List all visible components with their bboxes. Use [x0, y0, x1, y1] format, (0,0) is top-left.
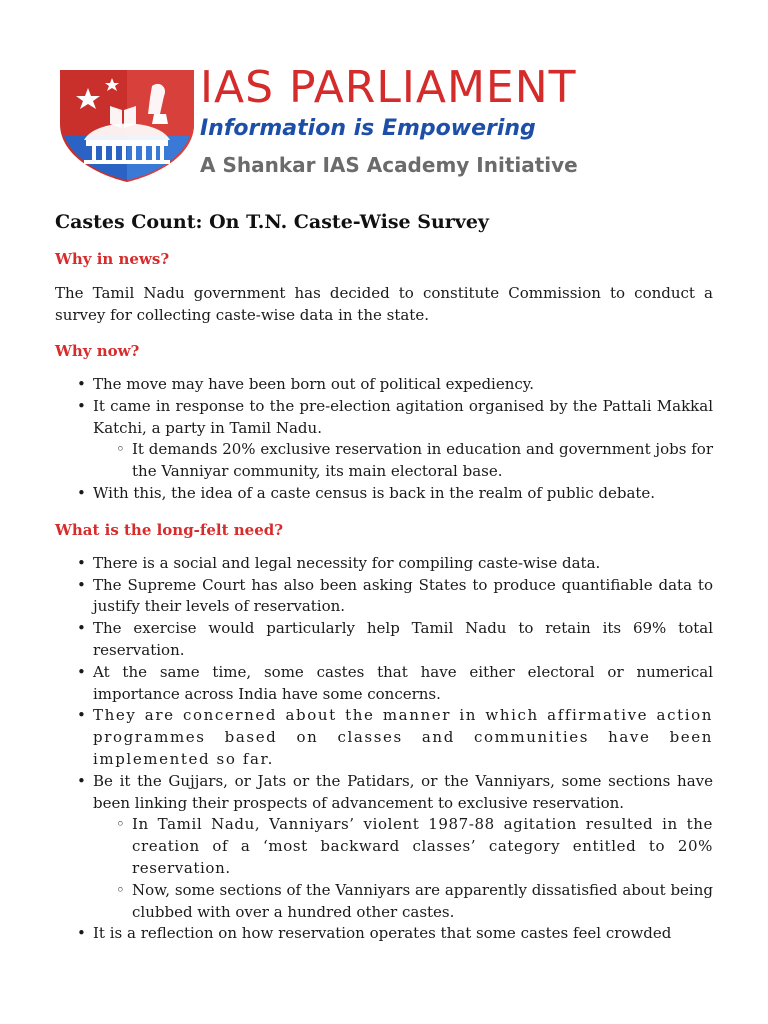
list-item	[55, 396, 713, 483]
tagline: Information is Empowering	[200, 116, 536, 141]
list-item-text: There is a social and legal necessity for compiling caste-wise data.	[93, 553, 601, 572]
section-heading-long-felt-need: What is the long-felt need?	[55, 520, 284, 539]
initiative-text: A Shankar IAS Academy Initiative	[200, 153, 578, 177]
ias-parliament-logo	[56, 66, 198, 184]
list-item	[55, 923, 713, 945]
sub-list-item-text: Now, some sections of the Vanniyars are apparently dissatisfied about being clubbed with over a hundred other castes.	[132, 880, 713, 921]
list-item-text: The exercise would particularly help Tamil Nadu to retain its 69% total reservation.	[93, 619, 713, 659]
list-item	[55, 575, 713, 619]
list-item-text: The Supreme Court has also been asking States to produce quantifiable data to justify their levels of reservation.	[93, 575, 713, 616]
list-item	[55, 483, 713, 505]
sub-list-item	[93, 880, 713, 924]
list-item-text: It is a reflection on how reservation operates that some castes feel crowded	[93, 924, 672, 943]
list-item-text: It came in response to the pre-election agitation organised by the Pattali Makkal Katchi, a party in Tamil Nadu.	[93, 396, 713, 437]
sub-list-item-text: It demands 20% exclusive reservation in education and government jobs for the Vanniyar community, its main electoral base.	[132, 440, 713, 481]
list-item	[55, 618, 713, 662]
article-title: Castes Count: On T.N. Caste-Wise Survey	[55, 211, 489, 233]
sub-list-item	[93, 439, 713, 483]
list-item-text: At the same time, some castes that have either electoral or numerical importance across India have some concerns.	[93, 662, 713, 703]
why-now-list	[55, 374, 713, 505]
list-item	[55, 374, 713, 396]
sub-list-item-text: In Tamil Nadu, Vanniyars’ violent 1987-88 agitation resulted in the creation of a ‘most backward classes’ category entitled to 20% reservation.	[132, 815, 713, 877]
sub-list	[93, 814, 713, 923]
list-item	[55, 662, 713, 706]
list-item	[55, 705, 713, 770]
list-item-text: Be it the Gujjars, or Jats or the Patidars, or the Vanniyars, some sections have been linking their prospects of advancement to exclusive reservation.	[93, 771, 713, 812]
sub-list-item	[93, 814, 713, 879]
site-header	[56, 62, 716, 192]
why-news-paragraph: The Tamil Nadu government has decided to constitute Commission to conduct a survey for collecting caste-wise data in the state.	[55, 284, 713, 324]
list-item-text: They are concerned about the manner in which affirmative action programmes based on classes and communities have been implemented so far.	[93, 706, 713, 768]
list-item	[55, 553, 713, 575]
brand-name: IAS PARLIAMENT	[200, 62, 577, 113]
list-item-text: The move may have been born out of political expediency.	[93, 375, 535, 393]
long-felt-need-list	[55, 553, 713, 945]
list-item	[55, 771, 713, 924]
article-body	[55, 208, 713, 959]
section-heading-why-now: Why now?	[55, 342, 140, 360]
list-item-text: With this, the idea of a caste census is back in the realm of public debate.	[93, 483, 656, 502]
sub-list	[93, 439, 713, 483]
section-heading-why-news: Why in news?	[55, 250, 170, 268]
